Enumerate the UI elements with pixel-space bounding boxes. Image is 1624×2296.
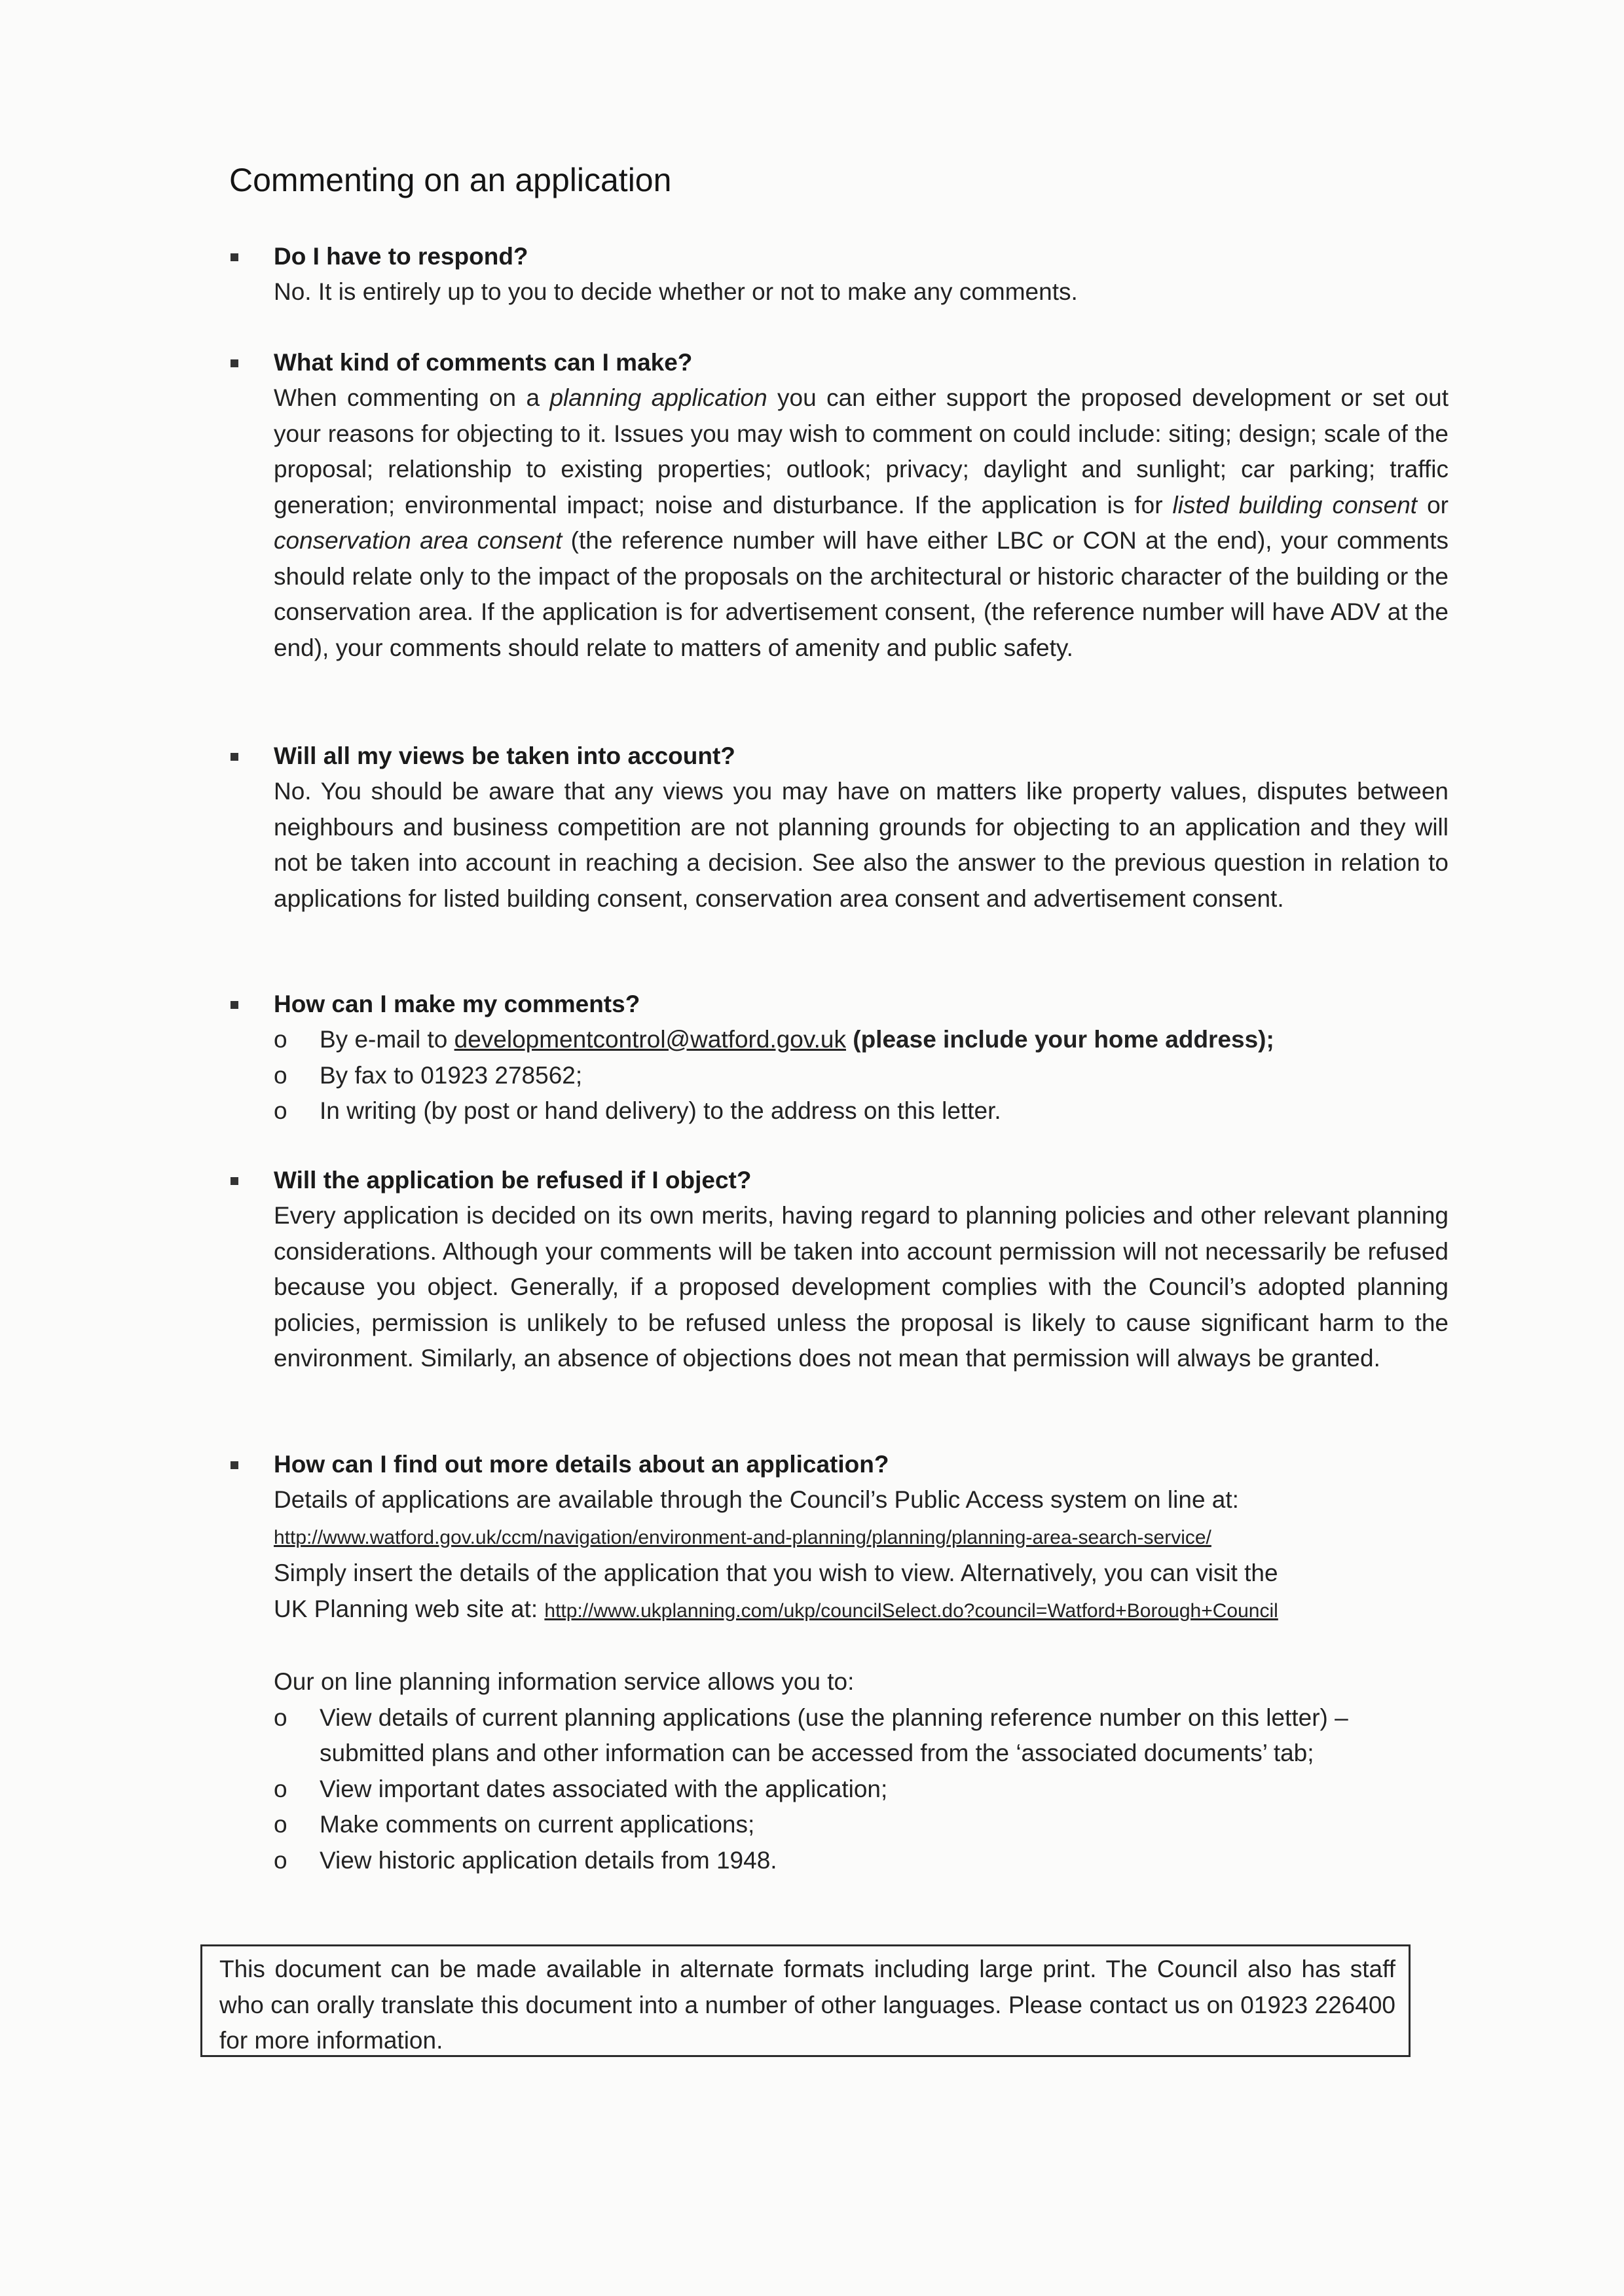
- faq-question: What kind of comments can I make?: [274, 349, 693, 376]
- faq-question: Do I have to respond?: [274, 243, 528, 270]
- faq-answer: Every application is decided on its own merits, having regard to planning policies and other relevant planning considerations. Although your comments will be taken into account permission will not necessarily be refused because you object. Generally, if a proposed development complies with the Council’s adopted planning policies, permission is unlikely to be refused unless the proposal is likely to cause significant harm to the environment. Similarly, an absence of objections does not mean that permission will always be granted.: [274, 1202, 1449, 1372]
- sub-bullet-icon: o: [274, 1704, 287, 1731]
- faq-answer: When commenting on a planning application you can either support the proposed development or set out your reasons for objecting to it. Issues you may wish to comment on could include: siting; design; scale of the proposal; relationship to existing properties; outlook; privacy; daylight and sunlight; car parking; traffic generation; environmental impact; noise and disturbance. If the application is for listed building consent or conservation area consent (the reference number will have either LBC or CON at the end), your comments should relate only to the impact of the proposals on the architectural or historic character of the building or the conservation area. If the application is for advertisement consent, (the reference number will have ADV at the end), your comments should relate to matters of amenity and public safety.: [274, 384, 1449, 661]
- sub-bullet-icon: o: [274, 1026, 287, 1053]
- faq-item-more-details: [231, 1447, 1449, 1878]
- faq-answer: Details of applications are available through the Council’s Public Access system on line at: http://www.watford.gov.uk/ccm/navigation/environment-and-planning/planning/planning-area-search-service/ Simply insert the details of the application that you wish to view. Alternatively, you can visit the UK Planning web site at: http://www.ukplanning.com/ukp/councilSelect.do?council=Watford+Borough+Council: [274, 1486, 1278, 1622]
- list-item: o View important dates associated with the application;: [274, 1772, 1449, 1808]
- email-link[interactable]: developmentcontrol@watford.gov.uk: [454, 1026, 846, 1053]
- bullet-icon: [231, 359, 238, 367]
- bullet-icon: [231, 253, 238, 261]
- service-intro: Our on line planning information service allows you to:: [274, 1668, 855, 1695]
- faq-question: How can I find out more details about an application?: [274, 1451, 889, 1478]
- sub-bullet-icon: o: [274, 1775, 287, 1802]
- alternate-formats-notice: This document can be made available in alternate formats including large print. The Council also has staff who can orally translate this document into a number of other languages. Please contact us on 01923 226400 for more information.: [200, 1944, 1411, 2057]
- faq-item-respond: [231, 239, 1449, 310]
- bullet-icon: [231, 1461, 238, 1469]
- sub-bullet-icon: o: [274, 1811, 287, 1838]
- list-item: o In writing (by post or hand delivery) to the address on this letter.: [274, 1093, 1449, 1129]
- faq-answer: No. It is entirely up to you to decide whether or not to make any comments.: [274, 278, 1078, 305]
- list-item: o View details of current planning applications (use the planning reference number on this letter) – submitted plans and other information can be accessed from the ‘associated documents’ tab;: [274, 1700, 1449, 1772]
- faq-item-refused-if-object: [231, 1163, 1449, 1377]
- bullet-icon: [231, 753, 238, 761]
- comment-methods-list: [274, 1022, 1449, 1129]
- sub-bullet-icon: o: [274, 1097, 287, 1124]
- faq-item-how-to-comment: [231, 987, 1449, 1129]
- list-item: o By e-mail to developmentcontrol@watford.gov.uk (please include your home address);: [274, 1022, 1449, 1058]
- list-item: o View historic application details from 1948.: [274, 1843, 1449, 1879]
- faq-answer: No. You should be aware that any views you may have on matters like property values, disputes between neighbours and business competition are not planning grounds for objecting to an application and they will not be taken into account in reaching a decision. See also the answer to the previous question in relation to applications for listed building consent, conservation area consent and advertisement consent.: [274, 778, 1449, 912]
- faq-item-kind-of-comments: [231, 345, 1449, 666]
- bullet-icon: [231, 1001, 238, 1009]
- public-access-link[interactable]: http://www.watford.gov.uk/ccm/navigation/environment-and-planning/planning/planning-area-search-service/: [274, 1526, 1211, 1548]
- sub-bullet-icon: o: [274, 1061, 287, 1089]
- faq-question: Will all my views be taken into account?: [274, 742, 735, 769]
- service-list: [274, 1700, 1449, 1879]
- sub-bullet-icon: o: [274, 1846, 287, 1874]
- page-title: Commenting on an application: [229, 162, 672, 198]
- list-item: o By fax to 01923 278562;: [274, 1058, 1449, 1094]
- faq-question: How can I make my comments?: [274, 991, 640, 1017]
- list-item: o Make comments on current applications;: [274, 1807, 1449, 1843]
- ukplanning-link[interactable]: http://www.ukplanning.com/ukp/councilSelect.do?council=Watford+Borough+Council: [544, 1599, 1278, 1622]
- faq-question: Will the application be refused if I object?: [274, 1167, 752, 1194]
- faq-item-views-taken-into-account: [231, 738, 1449, 917]
- bullet-icon: [231, 1177, 238, 1185]
